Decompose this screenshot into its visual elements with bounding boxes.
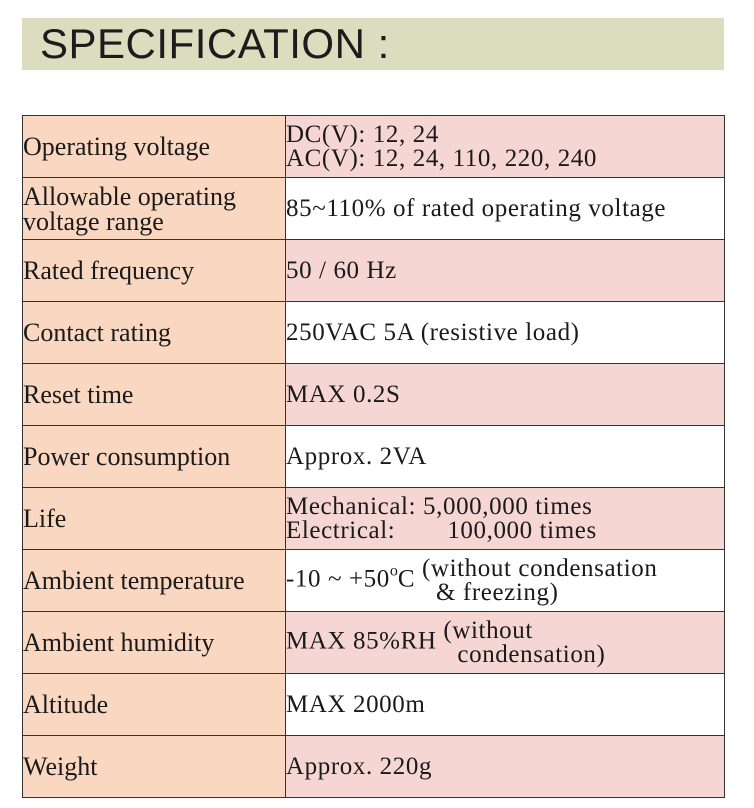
- row-label: Rated frequency: [23, 240, 286, 302]
- row-value: Approx. 2VA: [286, 426, 725, 488]
- row-label: Altitude: [23, 674, 286, 736]
- note-line: & freezing): [436, 578, 559, 606]
- value-main: MAX 85%RH: [286, 627, 437, 655]
- mechanical-label: Mechanical:: [286, 492, 417, 520]
- row-label: Life: [23, 488, 286, 550]
- value-line: [286, 492, 724, 520]
- label-line: Allowable operating: [23, 181, 236, 211]
- row-value: [286, 488, 725, 550]
- row-value: [286, 612, 725, 674]
- table-row: [23, 612, 725, 674]
- electrical-label: Electrical:: [286, 516, 396, 544]
- specification-table: [22, 115, 725, 798]
- table-row: [23, 302, 725, 364]
- table-row: [23, 550, 725, 612]
- mechanical-value: 5,000,000 times: [423, 492, 593, 520]
- value-line: [286, 516, 724, 544]
- value-line: DC(V): 12, 24: [286, 120, 439, 148]
- value-note: [422, 554, 658, 606]
- row-value: MAX 0.2S: [286, 364, 725, 426]
- table-row: [23, 736, 725, 798]
- row-label: Ambient temperature: [23, 550, 286, 612]
- row-label: Weight: [23, 736, 286, 798]
- table-row: [23, 488, 725, 550]
- value-line: AC(V): 12, 24, 110, 220, 240: [286, 144, 598, 172]
- row-value: [286, 116, 725, 178]
- table-row: [23, 674, 725, 736]
- value-unit: C: [397, 565, 416, 593]
- page-title: SPECIFICATION :: [22, 18, 724, 70]
- row-label: Operating voltage: [23, 116, 286, 178]
- label-line: voltage range: [23, 206, 164, 236]
- note-line: condensation): [457, 640, 606, 668]
- degree-mark: o: [389, 562, 398, 580]
- value-main: -10 ~ +50: [286, 565, 390, 593]
- row-value: [286, 550, 725, 612]
- row-value: 50 / 60 Hz: [286, 240, 725, 302]
- note-line: (without condensation: [422, 554, 658, 582]
- row-label: Ambient humidity: [23, 612, 286, 674]
- electrical-value: 100,000 times: [447, 516, 597, 544]
- row-value: 85~110% of rated operating voltage: [286, 178, 725, 240]
- value-note: [443, 616, 606, 668]
- note-line: (without: [443, 616, 533, 644]
- row-label: Reset time: [23, 364, 286, 426]
- row-value: Approx. 220g: [286, 736, 725, 798]
- table-row: [23, 364, 725, 426]
- table-row: [23, 426, 725, 488]
- row-value: 250VAC 5A (resistive load): [286, 302, 725, 364]
- table-row: [23, 178, 725, 240]
- table-row: [23, 116, 725, 178]
- table-row: [23, 240, 725, 302]
- row-label: Power consumption: [23, 426, 286, 488]
- row-value: MAX 2000m: [286, 674, 725, 736]
- row-label: [23, 178, 286, 240]
- row-label: Contact rating: [23, 302, 286, 364]
